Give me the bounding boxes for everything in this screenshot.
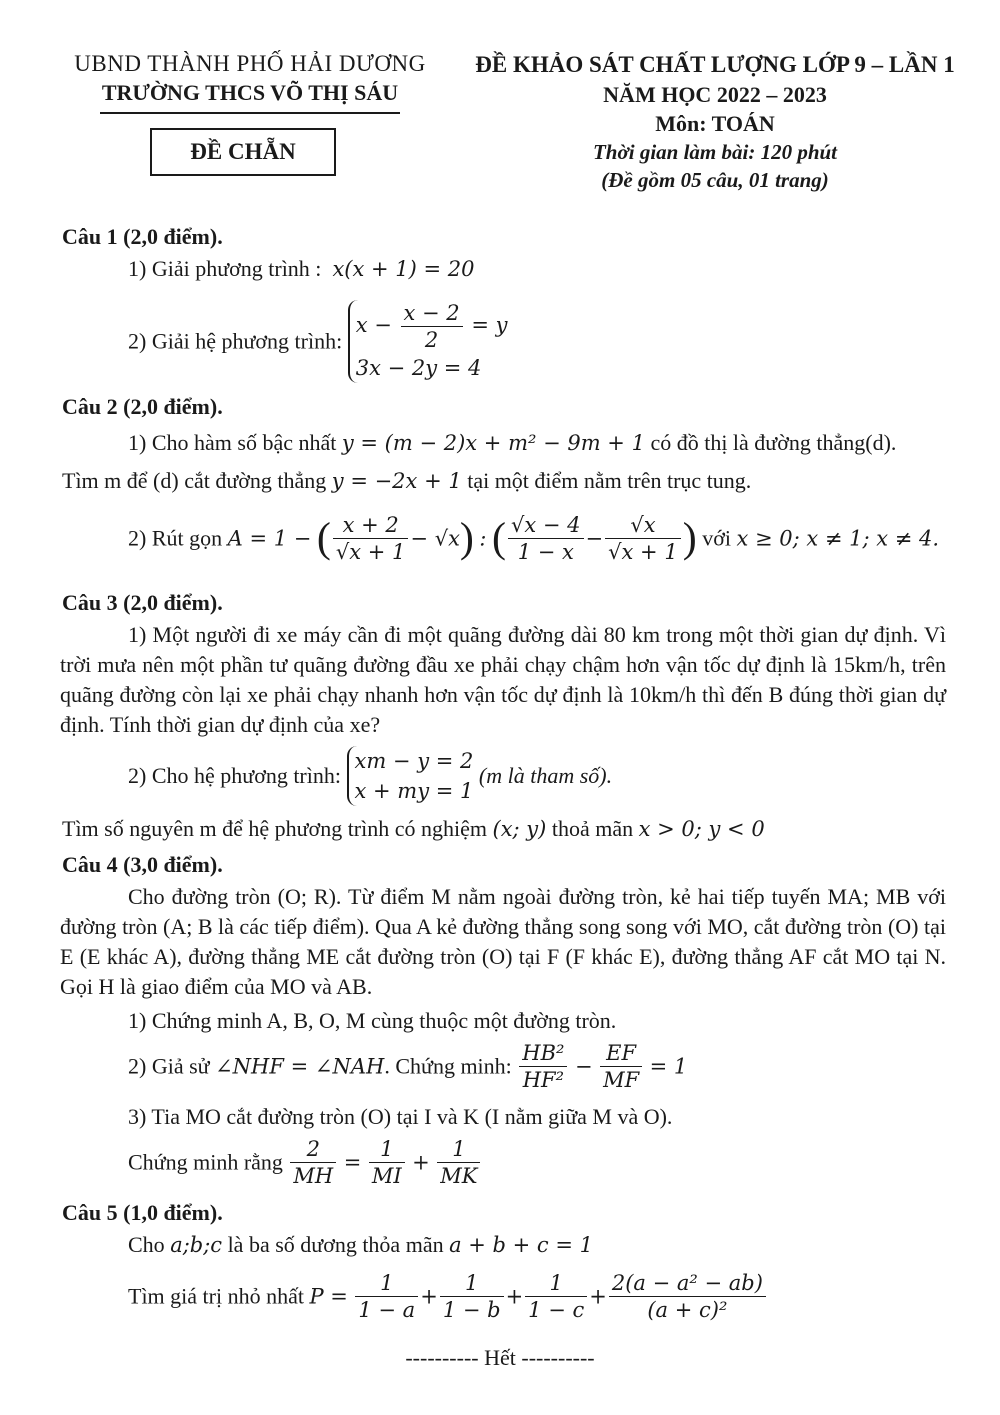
q5-frac2 bbox=[440, 1270, 504, 1323]
q4-p2-text-a: 2) Giả sử bbox=[128, 1053, 210, 1079]
q2-frac3 bbox=[605, 512, 681, 565]
q2-minus-sqrt: − √x bbox=[410, 526, 460, 551]
school-name: TRƯỜNG THCS VÕ THỊ SÁU bbox=[101, 80, 399, 105]
q4-frac2-num: EF bbox=[600, 1040, 642, 1067]
q3-system-row2: x + my = 1 bbox=[354, 779, 474, 803]
q2-p1-text-b: có đồ thị là đường thẳng(d). bbox=[650, 430, 897, 455]
q4-part1: 1) Chứng minh A, B, O, M cùng thuộc một đường tròn. bbox=[128, 1008, 617, 1033]
q4-part4 bbox=[128, 1136, 482, 1189]
q2-A-lhs: A = 1 − bbox=[227, 526, 312, 551]
q2-frac2-num: √x − 4 bbox=[508, 512, 584, 539]
q1-part1-equation: x(x + 1) = 20 bbox=[332, 257, 475, 281]
school-year: NĂM HỌC 2022 – 2023 bbox=[603, 82, 827, 107]
right-paren: ) bbox=[682, 515, 697, 562]
q5-frac4-num: 2(a − a² − ab) bbox=[609, 1270, 766, 1297]
q2-frac2 bbox=[508, 512, 584, 565]
q1-part2-text: 2) Giải hệ phương trình: bbox=[128, 328, 343, 354]
question-4-title: Câu 4 (3,0 điểm). bbox=[62, 852, 223, 877]
q4-frac2 bbox=[600, 1040, 642, 1093]
q2-part1-line2 bbox=[62, 466, 751, 496]
question-5-title: Câu 5 (1,0 điểm). bbox=[62, 1200, 223, 1225]
q5-frac4 bbox=[609, 1270, 766, 1323]
q2-divide: : bbox=[479, 526, 487, 551]
q1-eq1-fraction bbox=[401, 300, 463, 353]
q5-frac2-den: 1 − b bbox=[442, 1298, 501, 1322]
q3-part3 bbox=[62, 814, 765, 844]
q2-condition: x ≥ 0; x ≠ 1; x ≠ 4. bbox=[736, 526, 940, 551]
q2-frac1-den: √x + 1 bbox=[335, 540, 406, 564]
q4-frac1-den: HF² bbox=[522, 1068, 565, 1092]
q4-p4-text: Chứng minh rằng bbox=[128, 1149, 283, 1175]
end-marker: ---------- Hết ---------- bbox=[405, 1345, 595, 1370]
q3-p3-condition: x > 0; y < 0 bbox=[638, 817, 765, 841]
q4-frac4-num: 1 bbox=[369, 1136, 405, 1163]
time-limit: Thời gian làm bài: 120 phút bbox=[592, 140, 838, 164]
q1-frac-den: 2 bbox=[424, 328, 439, 352]
q2-minus: − bbox=[585, 526, 604, 551]
q1-system bbox=[348, 300, 508, 383]
q3-p3-text-b: thoả mãn bbox=[551, 816, 634, 841]
q4-frac4 bbox=[369, 1136, 405, 1189]
q4-frac3-num: 2 bbox=[290, 1136, 336, 1163]
page-note: (Đề gồm 05 câu, 01 trang) bbox=[601, 168, 829, 192]
q4-frac3-den: MH bbox=[293, 1164, 334, 1188]
q2-frac2-den: 1 − x bbox=[517, 540, 574, 564]
q5-frac1 bbox=[355, 1270, 418, 1323]
q1-eq1-rhs: = y bbox=[471, 313, 508, 337]
q3-system-row1: xm − y = 2 bbox=[354, 749, 474, 773]
q4-minus: − bbox=[574, 1054, 593, 1079]
q4-frac5 bbox=[437, 1136, 480, 1189]
q4-frac3 bbox=[290, 1136, 336, 1189]
q5-frac1-num: 1 bbox=[355, 1270, 418, 1297]
q4-intro-text: Cho đường tròn (O; R). Từ điểm M nằm ngoài đường tròn, kẻ hai tiếp tuyến MA; MB với đường tròn (A; B là các tiếp điểm). Qua A kẻ đường thẳng song song với MO, cắt đường tròn (O) tại E (E khác A), đường thẳng ME cắt đường tròn (O) tại F (F khác E), đường thẳng AF cắt MO tại N. Gọi H là giao điểm của MO và AB. bbox=[60, 884, 946, 999]
header-underline bbox=[100, 112, 400, 114]
q2-p1-text-c: Tìm m để (d) cắt đường thẳng bbox=[62, 468, 327, 493]
q5-frac2-num: 1 bbox=[440, 1270, 504, 1297]
question-3-title: Câu 3 (2,0 điểm). bbox=[62, 590, 223, 615]
q1-part2 bbox=[128, 300, 508, 383]
q4-p2-angle-eq: ∠NHF = ∠NAH bbox=[215, 1054, 385, 1079]
q5-p2-text: Tìm giá trị nhỏ nhất bbox=[128, 1283, 304, 1309]
q3-part2 bbox=[128, 746, 612, 806]
q5-frac3-den: 1 − c bbox=[528, 1298, 585, 1322]
question-2-title: Câu 2 (2,0 điểm). bbox=[62, 394, 223, 419]
q2-frac3-den: √x + 1 bbox=[608, 540, 678, 564]
q5-plus: + bbox=[589, 1284, 607, 1309]
q5-part2 bbox=[128, 1270, 768, 1323]
q2-p1-text-d: tại một điểm nằm trên trục tung. bbox=[467, 468, 752, 493]
q3-system bbox=[347, 746, 474, 806]
q4-frac1 bbox=[519, 1040, 567, 1093]
q4-frac5-num: 1 bbox=[437, 1136, 480, 1163]
q4-intro bbox=[60, 882, 946, 1002]
q5-p1-text-a: Cho bbox=[128, 1232, 165, 1257]
q4-frac4-den: MI bbox=[371, 1164, 402, 1188]
question-1-title: Câu 1 (2,0 điểm). bbox=[62, 224, 223, 249]
q2-with: với bbox=[702, 525, 731, 551]
right-paren: ) bbox=[459, 515, 474, 562]
header-right bbox=[450, 50, 980, 194]
q1-frac-num: x − 2 bbox=[401, 300, 463, 327]
q5-frac4-den: (a + c)² bbox=[647, 1298, 728, 1322]
header-left bbox=[60, 50, 440, 114]
q4-equals: = bbox=[343, 1150, 362, 1175]
q2-part1-line1 bbox=[128, 428, 896, 458]
q5-frac3-num: 1 bbox=[525, 1270, 587, 1297]
q4-frac2-den: MF bbox=[603, 1068, 640, 1092]
q3-part2-text: 2) Cho hệ phương trình: bbox=[128, 763, 341, 788]
q5-frac3 bbox=[525, 1270, 587, 1323]
q5-condition: a + b + c = 1 bbox=[449, 1233, 594, 1257]
q1-system-row1 bbox=[356, 300, 508, 353]
q4-part3: 3) Tia MO cắt đường tròn (O) tại I và K (I nằm giữa M và O). bbox=[128, 1104, 673, 1129]
q5-abc: a;b;c bbox=[170, 1233, 223, 1257]
q2-p1-function: y = (m − 2)x + m² − 9m + 1 bbox=[341, 431, 645, 455]
org-name: UBND THÀNH PHỐ HẢI DƯƠNG bbox=[74, 51, 426, 76]
q4-frac5-den: MK bbox=[440, 1164, 478, 1188]
q3-p3-xy: (x; y) bbox=[492, 817, 547, 841]
q2-frac1-num: x + 2 bbox=[333, 512, 409, 539]
q3-part1 bbox=[60, 620, 946, 740]
q4-p2-text-b: . Chứng minh: bbox=[384, 1053, 512, 1079]
q4-part2 bbox=[128, 1040, 687, 1093]
q2-frac3-num: √x bbox=[605, 512, 681, 539]
q3-part1-text: 1) Một người đi xe máy cần đi một quãng đường dài 80 km trong một thời gian dự định. Vì trời mưa nên một phần tư quãng đường đầu xe phải chạy chậm hơn vận tốc dự định là 15km/h, trên quãng đường còn lại xe phải chạy nhanh hơn vận tốc dự định là 10km/h thì đến B đúng thời gian dự định. Tính thời gian dự định của xe? bbox=[60, 622, 946, 737]
exam-code-box: ĐỀ CHẴN bbox=[150, 128, 336, 176]
q5-part1 bbox=[128, 1230, 593, 1260]
q5-plus: + bbox=[505, 1284, 524, 1309]
left-paren: ( bbox=[492, 515, 506, 562]
q1-system-row2: 3x − 2y = 4 bbox=[355, 356, 482, 380]
q2-part2 bbox=[128, 512, 939, 565]
q4-plus: + bbox=[412, 1150, 430, 1175]
exam-title: ĐỀ KHẢO SÁT CHẤT LƯỢNG LỚP 9 – LẦN 1 bbox=[475, 52, 955, 77]
q5-frac1-den: 1 − a bbox=[358, 1298, 416, 1322]
q1-part1 bbox=[128, 254, 475, 284]
q2-p1-line-eq: y = −2x + 1 bbox=[331, 469, 462, 493]
q4-frac1-num: HB² bbox=[519, 1040, 567, 1067]
q2-frac1 bbox=[333, 512, 409, 565]
q5-plus: + bbox=[420, 1284, 438, 1309]
subject: Môn: TOÁN bbox=[655, 111, 775, 136]
q1-eq1-lhs: x − bbox=[355, 313, 392, 337]
left-paren: ( bbox=[316, 515, 331, 562]
q2-p2-text: 2) Rút gọn bbox=[128, 525, 223, 551]
q5-P-lhs: P = bbox=[309, 1284, 348, 1309]
q4-equals-one: = 1 bbox=[649, 1054, 688, 1079]
q3-param-note: (m là tham số). bbox=[478, 763, 613, 788]
q2-p1-text-a: 1) Cho hàm số bậc nhất bbox=[128, 430, 337, 455]
q3-p3-text: Tìm số nguyên m để hệ phương trình có nghiệm bbox=[62, 816, 487, 841]
q1-part1-text: 1) Giải phương trình : bbox=[128, 256, 322, 281]
q5-p1-text-b: là ba số dương thỏa mãn bbox=[227, 1232, 444, 1257]
